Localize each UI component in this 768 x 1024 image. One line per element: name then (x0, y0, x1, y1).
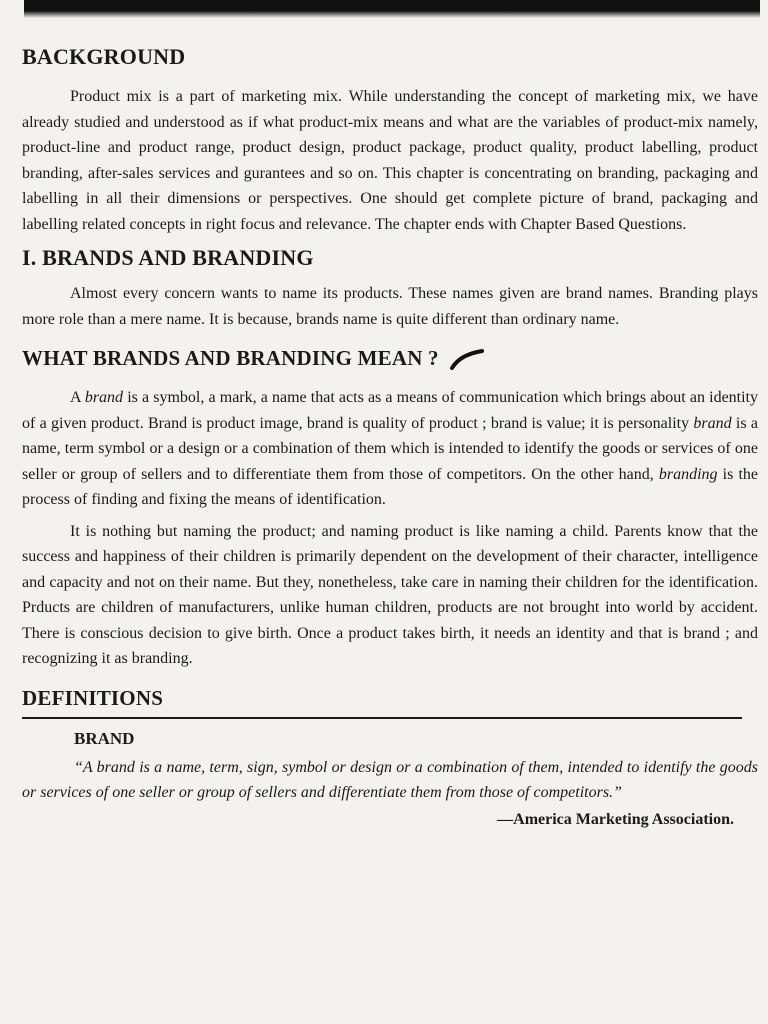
subheading-brand: BRAND (74, 728, 135, 748)
heading-background: BACKGROUND (22, 44, 186, 69)
document-page (22, 44, 758, 829)
heading-definitions: DEFINITIONS (22, 685, 164, 710)
definition-attribution: —America Marketing Association. (497, 810, 734, 828)
definitions-divider (22, 717, 742, 719)
paragraph-brand-meaning (22, 385, 758, 513)
top-border-rule (24, 0, 760, 18)
heading-what-brands-mean (22, 346, 758, 371)
emphasis-branding: branding (658, 465, 718, 483)
pen-tick-mark-icon (449, 348, 485, 370)
text-segment: is a name, term symbol or a design or a combination of them which is intended to identify the goods or services of one seller or group of sellers and to differentiate them from those of competitors. On the other hand, (22, 414, 758, 483)
text-segment: is the process of finding and fixing the means of identification. (22, 465, 759, 508)
emphasis-brand: brand (693, 414, 732, 432)
text-segment: is a symbol, a mark, a name that acts as a means of communication which brings about an identity of a given product. Brand is product image, brand is quality of product ; brand is value; it is personality (22, 389, 758, 432)
heading-brands-and-branding: I. BRANDS AND BRANDING (22, 245, 314, 270)
text-segment: A (70, 389, 85, 406)
paragraph-brands-intro: Almost every concern wants to name its products. These names given are brand names. Branding plays more role than a mere name. It is because, brands name is quite different than ordinary name. (22, 285, 758, 328)
paragraph-naming-child: It is nothing but naming the product; and naming product is like naming a child. Parents know that the success and happiness of their children is primarily dependent on the development of their character, intelligence and capacity and not on their name. But they, nonetheless, take care in naming their children for the identification. Prducts are children of manufacturers, unlike human children, products are not brought into world by accident. There is conscious decision to give birth. Once a product takes birth, it needs an identity and that is brand ; and recognizing it as branding. (22, 522, 758, 667)
definition-quote: “A brand is a name, term, sign, symbol or design or a combination of them, intended to identify the goods or services of one seller or group of sellers and differentiate them from those of competitors.” (22, 758, 758, 801)
emphasis-brand: brand (84, 389, 124, 406)
paragraph-background: Product mix is a part of marketing mix. While understanding the concept of marketing mix, we have already studied and understood as if what product-mix means and what are the variables of product-mix namely, product-line and product range, product design, product package, product quality, product labelling, product branding, after-sales services and gurantees and so on. This chapter is concentrating on branding, packaging and labelling in all their dimensions or perspectives. One should get complete picture of brand, packaging and labelling related concepts in right focus and relevance. The chapter ends with Chapter Based Questions. (22, 88, 758, 233)
heading-what-brands-mean-text: WHAT BRANDS AND BRANDING MEAN ? (22, 346, 439, 370)
